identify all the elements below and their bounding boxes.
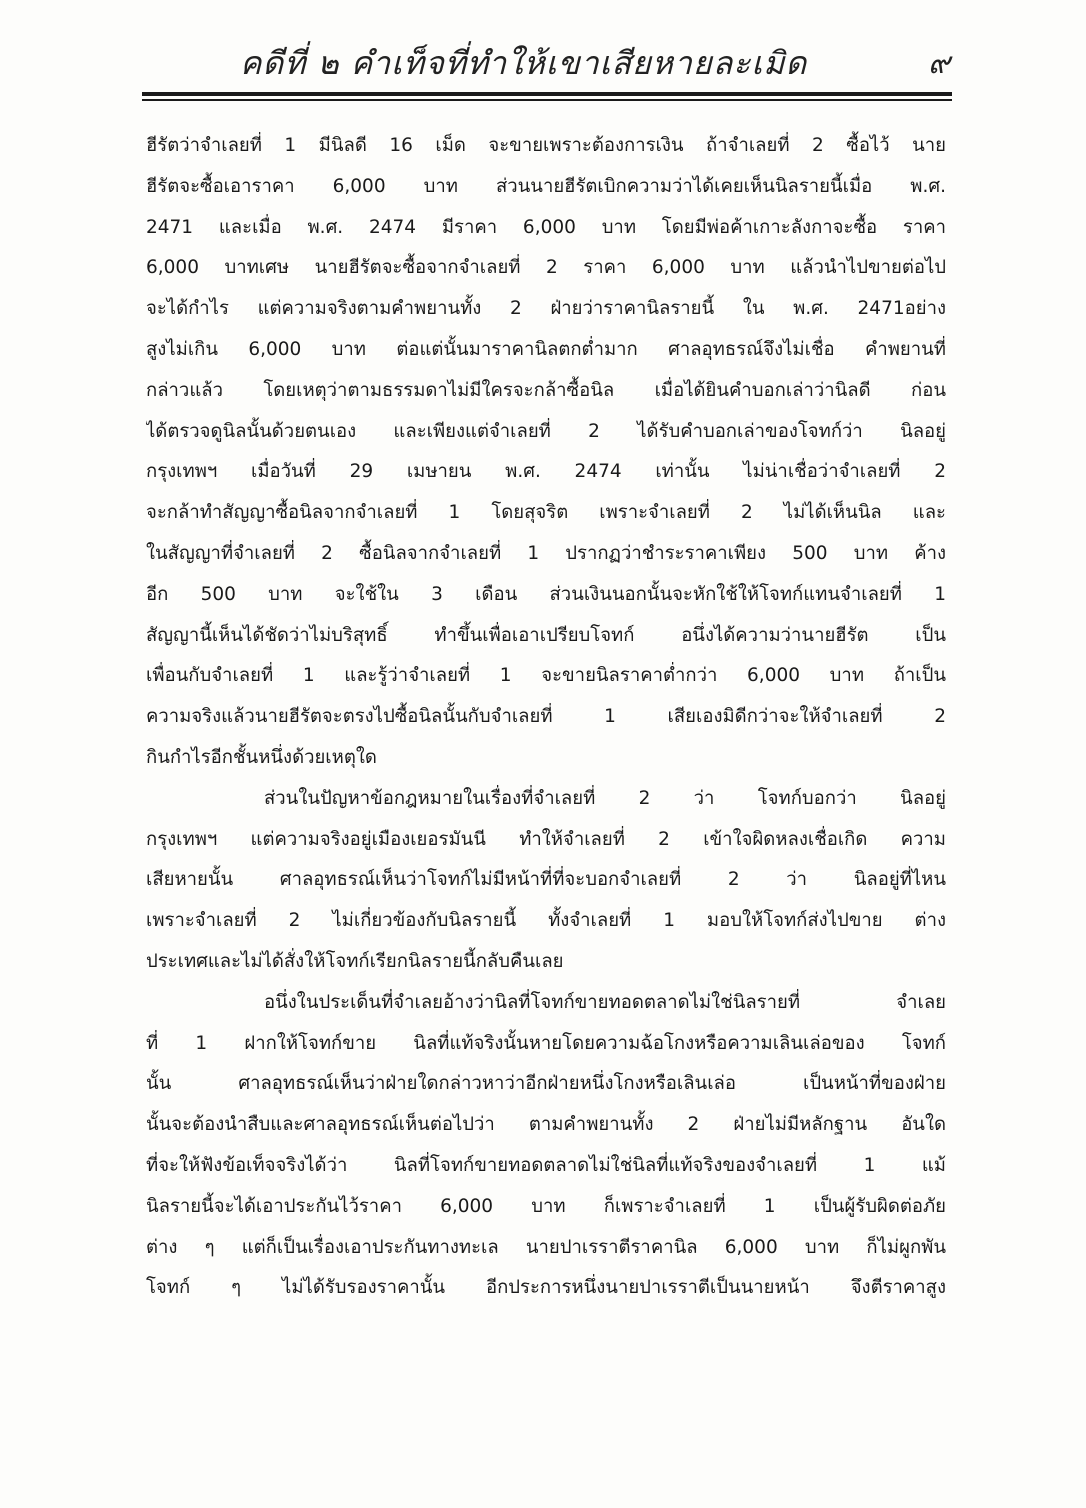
text-line: 2471 และเมื่อ พ.ศ. 2474 มีราคา 6,000 บาท โดยมีพ่อค้าเกาะลังกาจะซื้อ ราคา [146,216,946,238]
text-line: สูงไม่เกิน 6,000 บาท ต่อแต่นั้นมาราคานิลตกต่ำมาก ศาลอุทธรณ์จึงไม่เชื่อ คำพยานที่ [146,338,946,360]
text-line: นั้น ศาลอุทธรณ์เห็นว่าฝ่ายใดกล่าวหาว่าอีกฝ่ายหนึ่งโกงหรือเลินเล่อ เป็นหน้าที่ของฝ่าย [146,1073,946,1095]
header-rule-thin [142,99,952,101]
text-line: จะได้กำไร แต่ความจริงตามคำพยานทั้ง 2 ฝ่ายว่าราคานิลรายนี้ ใน พ.ศ. 2471อย่าง [146,298,946,320]
body-text [146,126,946,1309]
text-line: สัญญานี้เห็นได้ชัดว่าไม่บริสุทธิ์ ทำขึ้นเพื่อเอาเปรียบโจทก์ อนึ่งได้ความว่านายฮีรัต เป็น [146,624,946,646]
text-line: ที่ 1 ฝากให้โจทก์ขาย นิลที่แท้จริงนั้นหายโดยความฉ้อโกงหรือความเลินเล่อของ โจทก์ [146,1032,946,1054]
paragraph-start-line: อนึ่งในประเด็นที่จำเลยอ้างว่านิลที่โจทก์ขายทอดตลาดไม่ใช่นิลรายที่ จำเลย [264,991,946,1013]
text-line: โจทก์ ๆ ไม่ได้รับรองราคานั้น อีกประการหนึ่งนายปาเรราตีเป็นนายหน้า จึงตีราคาสูง [146,1277,946,1299]
text-line: อีก 500 บาท จะใช้ใน 3 เดือน ส่วนเงินนอกนั้นจะหักใช้ให้โจทก์แทนจำเลยที่ 1 [146,583,946,605]
text-line: ประเทศและไม่ได้สั่งให้โจทก์เรียกนิลรายนี้กลับคืนเลย [146,950,564,972]
running-header [140,28,950,88]
text-line: นั้นจะต้องนำสืบและศาลอุทธรณ์เห็นต่อไปว่า ตามคำพยานทั้ง 2 ฝ่ายไม่มีหลักฐาน อันใด [146,1114,946,1136]
text-line: เพื่อนกับจำเลยที่ 1 และรู้ว่าจำเลยที่ 1 จะขายนิลราคาต่ำกว่า 6,000 บาท ถ้าเป็น [146,665,946,687]
text-line: ต่าง ๆ แต่ก็เป็นเรื่องเอาประกันทางทะเล นายปาเรราตีราคานิล 6,000 บาท ก็ไม่ผูกพัน [146,1236,946,1258]
chapter-title: คดีที่ ๒ คำเท็จที่ทำให้เขาเสียหายละเมิด [240,44,808,82]
page-number: ๙ [928,46,950,81]
text-line: นิลรายนี้จะได้เอาประกันไว้ราคา 6,000 บาท ก็เพราะจำเลยที่ 1 เป็นผู้รับผิดต่อภัย [146,1195,946,1217]
text-line: ฮีรัตว่าจำเลยที่ 1 มีนิลดี 16 เม็ด จะขายเพราะต้องการเงิน ถ้าจำเลยที่ 2 ซื้อไว้ นาย [146,135,946,156]
text-line: กล่าวแล้ว โดยเหตุว่าตามธรรมดาไม่มีใครจะกล้าซื้อนิล เมื่อได้ยินคำบอกเล่าว่านิลดี ก่อน [146,379,946,401]
text-line: ฮีรัตจะซื้อเอาราคา 6,000 บาท ส่วนนายฮีรัตเบิกความว่าได้เคยเห็นนิลรายนี้เมื่อ พ.ศ. [146,175,946,197]
text-line: ที่จะให้ฟังข้อเท็จจริงได้ว่า นิลที่โจทก์ขายทอดตลาดไม่ใช่นิลที่แท้จริงของจำเลยที่ 1 แม้ [146,1154,946,1176]
header-rule-thick [142,92,952,96]
text-line: ความจริงแล้วนายฮีรัตจะตรงไปซื้อนิลนั้นกับจำเลยที่ 1 เสียเองมิดีกว่าจะให้จำเลยที่ 2 [146,706,946,728]
text-line: กินกำไรอีกชั้นหนึ่งด้วยเหตุใด [146,746,377,768]
text-line: กรุงเทพฯ เมื่อวันที่ 29 เมษายน พ.ศ. 2474 เท่านั้น ไม่น่าเชื่อว่าจำเลยที่ 2 [146,461,946,483]
text-line: 6,000 บาทเศษ นายฮีรัตจะซื้อจากจำเลยที่ 2 ราคา 6,000 บาท แล้วนำไปขายต่อไป [146,257,946,279]
text-line: จะกล้าทำสัญญาซื้อนิลจากจำเลยที่ 1 โดยสุจริต เพราะจำเลยที่ 2 ไม่ได้เห็นนิล และ [146,502,946,524]
paragraph-start-line: ส่วนในปัญหาข้อกฎหมายในเรื่องที่จำเลยที่ 2 ว่า โจทก์บอกว่า นิลอยู่ [264,787,946,809]
text-line: ได้ตรวจดูนิลนั้นด้วยตนเอง และเพียงแต่จำเลยที่ 2 ได้รับคำบอกเล่าของโจทก์ว่า นิลอยู่ [146,420,946,442]
text-line: กรุงเทพฯ แต่ความจริงอยู่เมืองเยอรมันนี ทำให้จำเลยที่ 2 เข้าใจผิดหลงเชื่อเกิด ความ [146,828,946,850]
text-line: เพราะจำเลยที่ 2 ไม่เกี่ยวข้องกับนิลรายนี้ ทั้งจำเลยที่ 1 มอบให้โจทก์ส่งไปขาย ต่าง [146,910,946,932]
text-line: เสียหายนั้น ศาลอุทธรณ์เห็นว่าโจทก์ไม่มีหน้าที่ที่จะบอกจำเลยที่ 2 ว่า นิลอยู่ที่ไหน [146,869,946,891]
text-line: ในสัญญาที่จำเลยที่ 2 ซื้อนิลจากจำเลยที่ 1 ปรากฏว่าชำระราคาเพียง 500 บาท ค้าง [146,542,946,564]
